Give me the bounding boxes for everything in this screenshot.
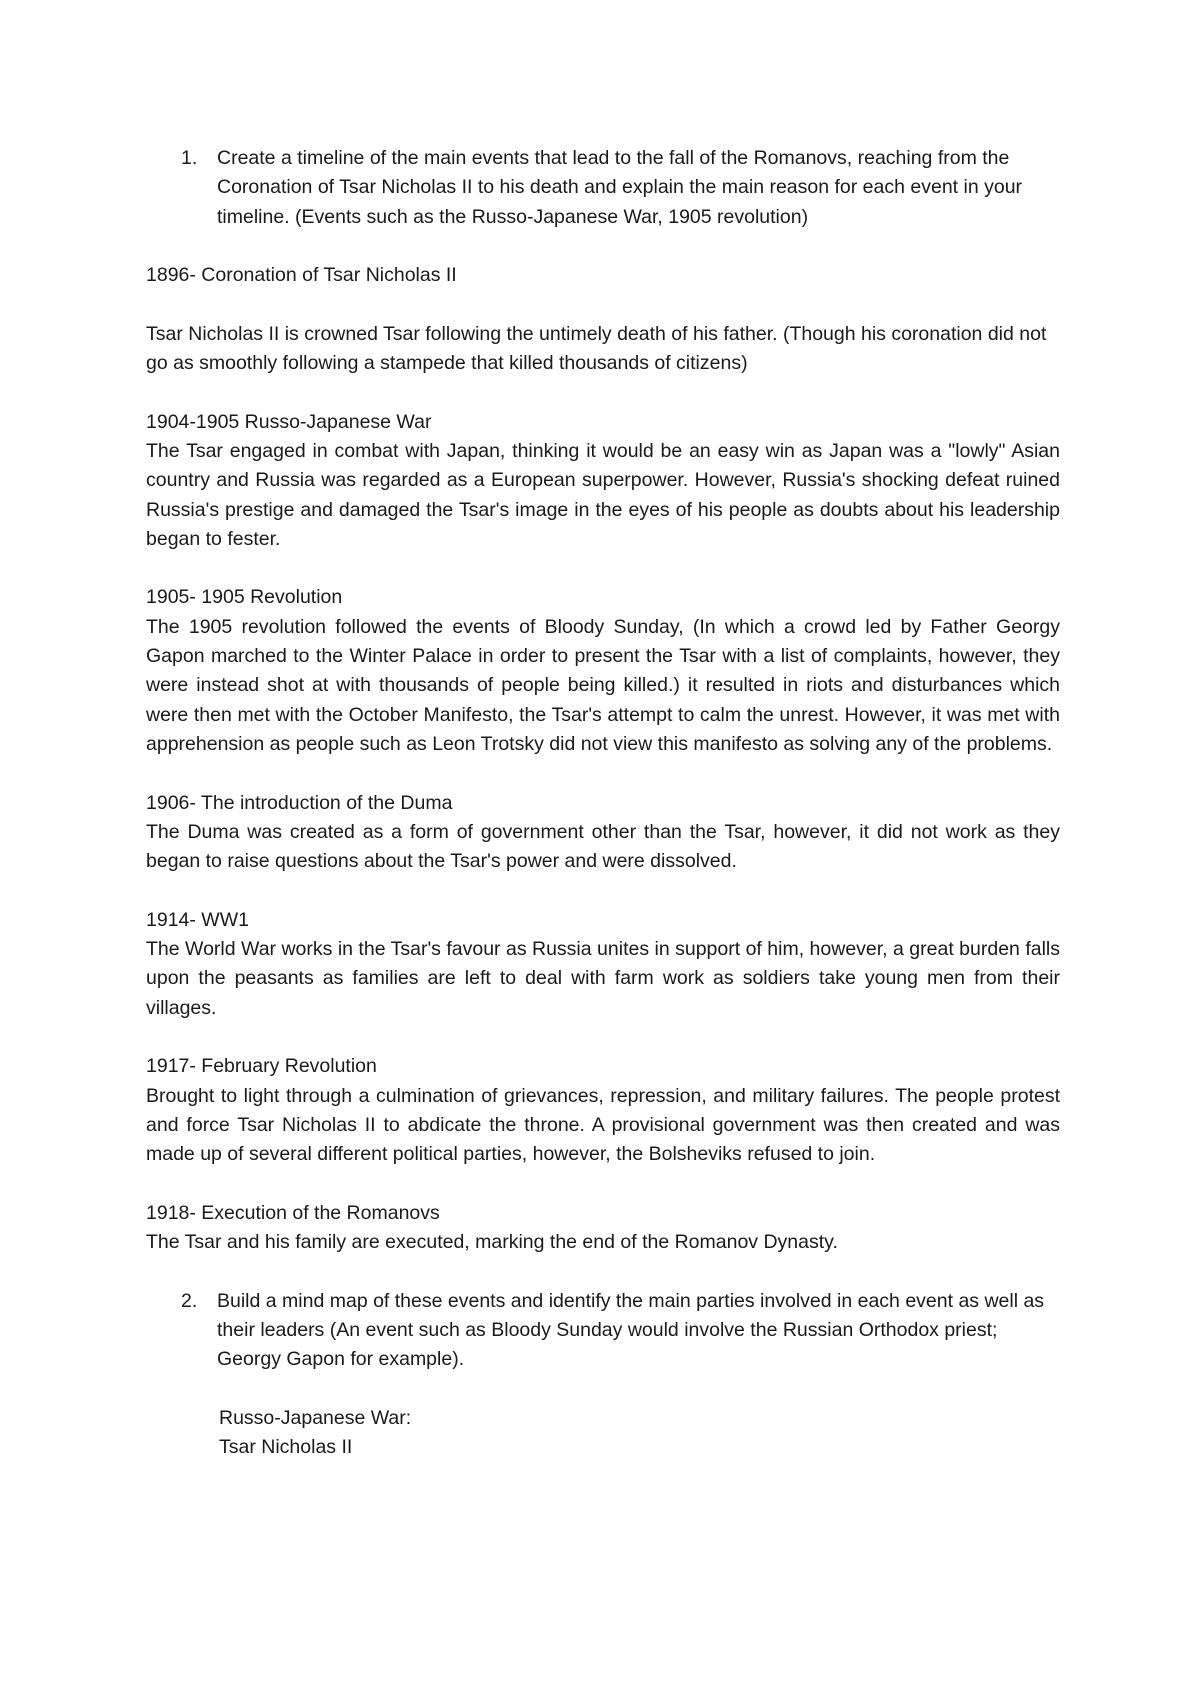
timeline-body-1917: Brought to light through a culmination of grievances, repression, and military failures. The people protest and force Tsar Nicholas II to abdicate the throne. A provisional government was then created and was made up of several different political parties, however, the Bolsheviks refused to join. <box>146 1084 1060 1166</box>
timeline-heading-1918: 1918- Execution of the Romanovs <box>146 1201 440 1224</box>
timeline-body-1896: Tsar Nicholas II is crowned Tsar following the untimely death of his father. (Though his coronation did not go as smoothly following a stampede that killed thousands of citizens) <box>146 322 1047 375</box>
question-1 <box>146 144 1060 232</box>
timeline-heading-1917: 1917- February Revolution <box>146 1055 377 1078</box>
timeline-body-1918: The Tsar and his family are executed, marking the end of the Romanov Dynasty. <box>146 1230 838 1253</box>
question-1-number: 1. <box>181 147 198 169</box>
timeline-body-1914: The World War works in the Tsar's favour as Russia unites in support of him, however, a great burden falls upon the peasants as families are left to deal with farm work as soldiers take young men from their villages. <box>146 938 1060 1019</box>
question-2 <box>146 1287 1060 1375</box>
timeline-heading-1905: 1905- 1905 Revolution <box>146 586 343 609</box>
question-1-text: Create a timeline of the main events that lead to the fall of the Romanovs, reaching from the Coronation of Tsar Nicholas II to his death and explain the main reason for each event in your timeline. (Events such as the Russo-Japanese War, 1905 revolution) <box>217 147 1023 228</box>
timeline-heading-1904: 1904-1905 Russo-Japanese War <box>146 410 432 433</box>
document-content <box>146 144 1060 1462</box>
timeline-body-1904: The Tsar engaged in combat with Japan, thinking it would be an easy win as Japan was a "lowly" Asian country and Russia was regarded as a European superpower. However, Russia's shocking defeat ruined Russia's prestige and damaged the Tsar's image in the eyes of his people as doubts about his leadership began to fester. <box>146 439 1060 550</box>
timeline-heading-1896: 1896- Coronation of Tsar Nicholas II <box>146 264 457 287</box>
question-2-number: 2. <box>181 1289 198 1312</box>
mindmap-event-label: Russo-Japanese War: <box>219 1406 412 1429</box>
mindmap-party-line: Tsar Nicholas II <box>219 1436 353 1459</box>
timeline-body-1905: The 1905 revolution followed the events of Bloody Sunday, (In which a crowd led by Father Georgy Gapon marched to the Winter Palace in order to present the Tsar with a list of complaints, however, they were instead shot at with thousands of people being killed.) it resulted in riots and disturbances which were then met with the October Manifesto, the Tsar's attempt to calm the unrest. However, it was met with apprehension as people such as Leon Trotsky did not view this manifesto as solving any of the problems. <box>146 615 1060 755</box>
timeline-heading-1914: 1914- WW1 <box>146 908 249 931</box>
timeline-heading-1906: 1906- The introduction of the Duma <box>146 791 453 814</box>
question-2-text: Build a mind map of these events and identify the main parties involved in each event as well as their leaders (An event such as Bloody Sunday would involve the Russian Orthodox priest; Georgy Gapon for example). <box>217 1289 1045 1371</box>
timeline-body-1906: The Duma was created as a form of government other than the Tsar, however, it did not work as they began to raise questions about the Tsar's power and were dissolved. <box>146 820 1060 873</box>
